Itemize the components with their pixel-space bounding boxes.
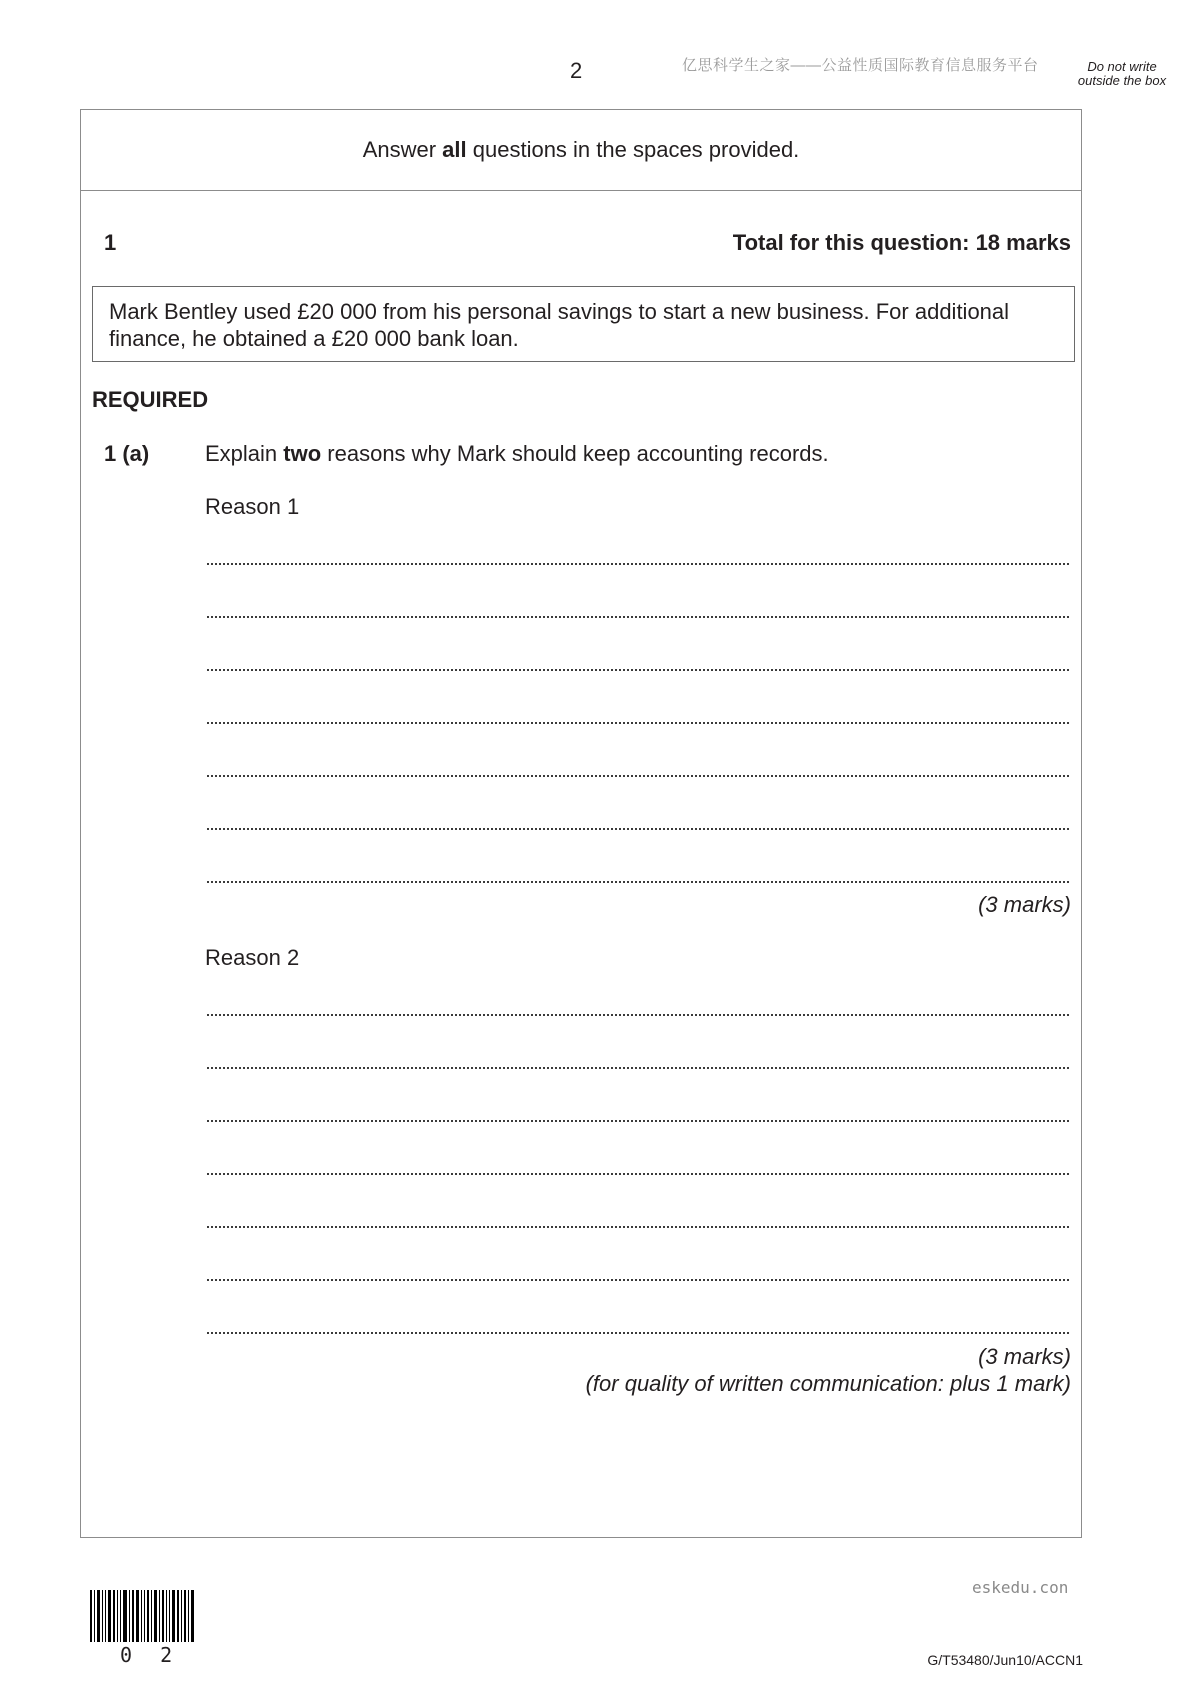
- instruction-banner: [80, 109, 1082, 191]
- instruction-suffix: questions in the spaces provided.: [466, 136, 800, 162]
- instruction-prefix: Answer: [362, 136, 443, 162]
- margin-note: Do not write outside the box: [1077, 59, 1167, 88]
- qwc-marks: (for quality of written communication: plus 1 mark): [585, 1371, 1071, 1396]
- barcode-icon: [90, 1590, 200, 1642]
- answer-line[interactable]: [207, 1279, 1069, 1281]
- answer-line[interactable]: [207, 775, 1069, 777]
- barcode-number: 0 2: [120, 1643, 181, 1667]
- answer-line[interactable]: [207, 1173, 1069, 1175]
- subquestion-prompt: [205, 441, 829, 467]
- answer-line[interactable]: [207, 563, 1069, 565]
- reason-1-marks: (3 marks): [978, 892, 1071, 917]
- question-total-marks: Total for this question: 18 marks: [732, 230, 1071, 255]
- required-heading: REQUIRED: [92, 387, 209, 412]
- answer-line[interactable]: [207, 722, 1069, 724]
- page-number: 2: [570, 58, 583, 83]
- scenario-box: Mark Bentley used £20 000 from his personal savings to start a new business. For additional finance, he obtained a £20 000 bank loan.: [92, 286, 1075, 362]
- answer-line[interactable]: [207, 616, 1069, 618]
- reason-2-marks: (3 marks): [978, 1344, 1071, 1369]
- reason-2-label: Reason 2: [205, 945, 300, 970]
- answer-line[interactable]: [207, 1226, 1069, 1228]
- question-number: 1: [104, 230, 117, 255]
- instruction-emphasis: all: [442, 136, 467, 162]
- watermark-text: 亿思科学生之家——公益性质国际教育信息服务平台: [682, 57, 1039, 74]
- answer-line[interactable]: [207, 828, 1069, 830]
- reason-1-label: Reason 1: [205, 494, 300, 519]
- prompt-emphasis: two: [283, 441, 322, 466]
- answer-line[interactable]: [207, 669, 1069, 671]
- site-watermark: eskedu.con: [972, 1578, 1069, 1597]
- prompt-suffix: reasons why Mark should keep accounting records.: [321, 441, 829, 466]
- answer-line[interactable]: [207, 1120, 1069, 1122]
- answer-line[interactable]: [207, 1014, 1069, 1016]
- answer-line[interactable]: [207, 1067, 1069, 1069]
- answer-line[interactable]: [207, 881, 1069, 883]
- paper-code: G/T53480/Jun10/ACCN1: [927, 1652, 1083, 1668]
- prompt-prefix: Explain: [205, 441, 284, 466]
- answer-line[interactable]: [207, 1332, 1069, 1334]
- subquestion-number: 1 (a): [104, 441, 150, 466]
